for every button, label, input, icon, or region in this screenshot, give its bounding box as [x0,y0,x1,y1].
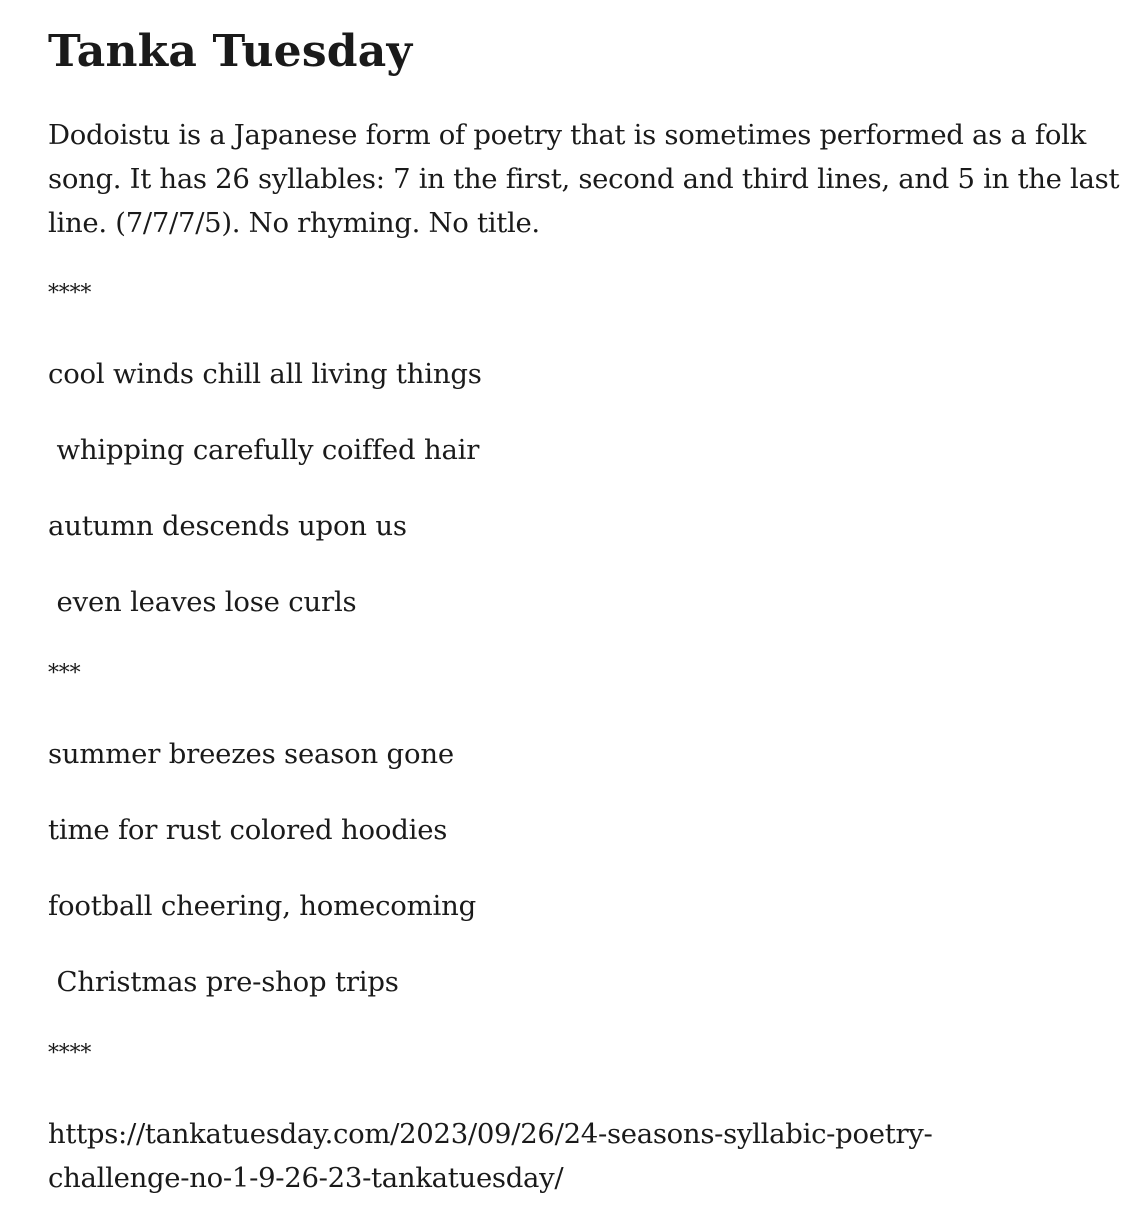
source-link-line1: https://tankatuesday.com/2023/09/26/24-seasons-syllabic-poetry- [48,1118,933,1150]
poem2-line1: summer breezes season gone [48,738,454,770]
page-title: Tanka Tuesday [48,26,413,77]
separator-last: **** [48,1041,92,1066]
separator-middle: *** [48,661,81,686]
poem2-line4: Christmas pre-shop trips [48,966,399,998]
poem1-line3: autumn descends upon us [48,510,407,542]
intro-paragraph: Dodoistu is a Japanese form of poetry that is sometimes performed as a folk song. It has 26 syllables: 7 in the first, second and third lines, and 5 in the last line. (7/7/7/5). No rhyming. No title. [48,119,1120,239]
poem2-line2: time for rust colored hoodies [48,814,448,846]
source-link-line2: challenge-no-1-9-26-23-tankatuesday/ [48,1162,564,1194]
poem1-line4: even leaves lose curls [48,586,357,618]
separator-first: **** [48,281,92,306]
poem2-line3: football cheering, homecoming [48,890,477,922]
poem1-line1: cool winds chill all living things [48,358,482,390]
source-link[interactable] [48,1112,1048,1200]
poem1-line2: whipping carefully coiffed hair [48,434,480,466]
